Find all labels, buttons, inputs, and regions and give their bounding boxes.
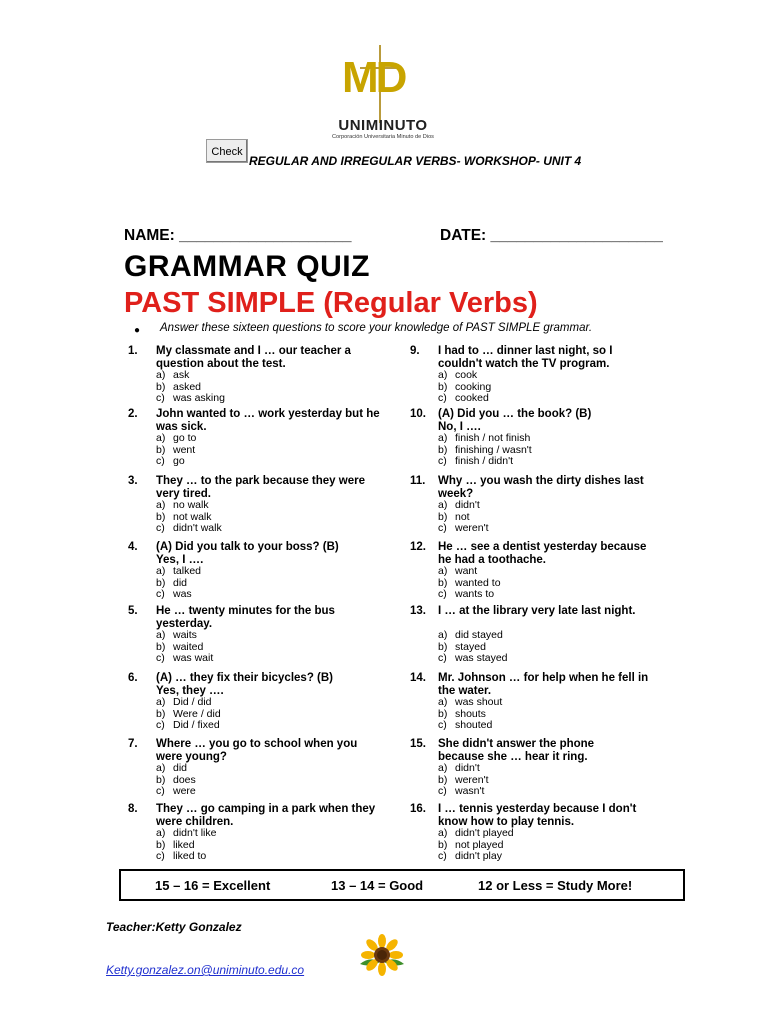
- option: b) liked: [156, 838, 195, 851]
- question-text: John wanted to … work yesterday but he was sick.: [156, 408, 380, 433]
- options-list: [156, 630, 386, 665]
- quiz-title: GRAMMAR QUIZ: [124, 250, 370, 283]
- option: c) was stayed: [438, 652, 508, 664]
- score-excellent: 15 – 16 = Excellent: [155, 878, 271, 893]
- options-list: [438, 630, 668, 665]
- question-text: He … twenty minutes for the bus yesterday.: [156, 605, 335, 630]
- option: a) waits: [156, 629, 197, 641]
- options-list: [438, 433, 668, 468]
- bullet-icon: ●: [134, 325, 141, 336]
- option: a) was shout: [438, 696, 503, 708]
- option: c) wants to: [438, 588, 495, 600]
- option: c) was wait: [156, 652, 214, 664]
- question-text: I … at the library very late last night.: [438, 605, 636, 617]
- option: a) ask: [156, 369, 190, 381]
- options-list: [156, 697, 386, 732]
- option: b) went: [156, 443, 196, 456]
- option: a) finish / not finish: [438, 432, 531, 444]
- logo-brand: UNIMINUTO: [338, 117, 428, 134]
- university-logo: [312, 45, 454, 143]
- option: a) talked: [156, 565, 202, 577]
- question-text: Where … you go to school when you were young?: [156, 738, 358, 763]
- question-number: 16.: [410, 803, 426, 815]
- option: b) asked: [156, 380, 202, 393]
- option: a) Did / did: [156, 696, 212, 708]
- name-field-line: NAME: ____________________: [124, 227, 352, 244]
- option: a) didn't like: [156, 827, 217, 839]
- option: b) does: [156, 773, 196, 786]
- option: c) finish / didn't: [438, 455, 514, 467]
- option: a) did: [156, 762, 188, 774]
- teacher-name: Teacher:Ketty Gonzalez: [106, 920, 242, 934]
- teacher-email-link[interactable]: Ketty.gonzalez.on@uniminuto.edu.co: [106, 963, 305, 977]
- question-number: 11.: [410, 475, 426, 487]
- question-text: I had to … dinner last night, so I couldn't watch the TV program.: [438, 345, 613, 370]
- question-text: My classmate and I … our teacher a question about the test.: [156, 345, 351, 370]
- option: b) stayed: [438, 640, 486, 653]
- options-list: [438, 828, 668, 863]
- question-number: 2.: [128, 408, 138, 420]
- check-button[interactable]: Check: [206, 139, 248, 163]
- question-text: Why … you wash the dirty dishes last week?: [438, 475, 644, 500]
- option: b) Were / did: [156, 707, 221, 720]
- option: c) were: [156, 785, 196, 797]
- option: c) Did / fixed: [156, 719, 220, 731]
- option: c) shouted: [438, 719, 493, 731]
- question-text: He … see a dentist yesterday because he had a toothache.: [438, 541, 647, 566]
- options-list: [156, 500, 386, 535]
- options-list: [156, 828, 386, 863]
- question-text: (A) Did you … the book? (B) No, I ….: [438, 408, 592, 433]
- question-text: She didn't answer the phone because she … hear it ring.: [438, 738, 595, 763]
- option: c) liked to: [156, 850, 207, 862]
- options-list: [438, 370, 668, 405]
- workshop-title: REGULAR AND IRREGULAR VERBS- WORKSHOP- UNIT 4: [249, 154, 582, 168]
- question-number: 8.: [128, 803, 138, 815]
- question-number: 12.: [410, 541, 426, 553]
- option: a) go to: [156, 432, 197, 444]
- question-number: 4.: [128, 541, 138, 553]
- option: c) didn't walk: [156, 522, 222, 534]
- option: b) finishing / wasn't: [438, 443, 532, 456]
- option: c) go: [156, 455, 185, 467]
- option: b) did: [156, 576, 188, 589]
- question-number: 1.: [128, 345, 138, 357]
- option: c) was asking: [156, 392, 225, 404]
- logo-subtitle: Corporación Universitaria Minuto de Dios: [332, 134, 434, 140]
- score-box: [119, 869, 685, 901]
- option: b) weren't: [438, 773, 489, 786]
- option: a) want: [438, 565, 478, 577]
- options-list: [156, 566, 386, 601]
- logo-mark: MD: [342, 53, 405, 102]
- date-field-line: DATE: ____________________: [440, 227, 663, 244]
- option: b) wanted to: [438, 576, 501, 589]
- option: c) weren't: [438, 522, 489, 534]
- question-number: 9.: [410, 345, 420, 357]
- option: a) didn't: [438, 762, 480, 774]
- score-study-more: 12 or Less = Study More!: [478, 878, 633, 893]
- option: b) not walk: [156, 510, 212, 523]
- quiz-subtitle: PAST SIMPLE (Regular Verbs): [124, 287, 538, 319]
- question-number: 7.: [128, 738, 138, 750]
- question-number: 15.: [410, 738, 426, 750]
- question-text: (A) Did you talk to your boss? (B) Yes, I ….: [156, 541, 339, 566]
- options-list: [438, 566, 668, 601]
- score-good: 13 – 14 = Good: [331, 878, 424, 893]
- option: b) not: [438, 510, 470, 523]
- question-text: They … to the park because they were very tired.: [156, 475, 365, 500]
- option: a) no walk: [156, 499, 209, 511]
- option: c) didn't play: [438, 850, 502, 862]
- option: a) didn't: [438, 499, 480, 511]
- options-list: [156, 763, 386, 798]
- option: a) didn't played: [438, 827, 514, 839]
- question-number: 14.: [410, 672, 426, 684]
- option: c) was: [156, 588, 192, 600]
- question-text: They … go camping in a park when they were children.: [156, 803, 376, 828]
- question-text: I … tennis yesterday because I don't know how to play tennis.: [438, 803, 637, 828]
- options-list: [156, 433, 386, 468]
- options-list: [438, 763, 668, 798]
- option: a) cook: [438, 369, 478, 381]
- options-list: [438, 697, 668, 732]
- option: a) did stayed: [438, 629, 503, 641]
- options-list: [156, 370, 386, 405]
- question-number: 6.: [128, 672, 138, 684]
- instructions: Answer these sixteen questions to score your knowledge of PAST SIMPLE grammar.: [160, 322, 593, 334]
- question-number: 10.: [410, 408, 426, 420]
- options-list: [438, 500, 668, 535]
- option: b) shouts: [438, 707, 486, 720]
- sunflower-icon: [356, 934, 408, 976]
- question-number: 3.: [128, 475, 138, 487]
- question-text: (A) … they fix their bicycles? (B) Yes, they ….: [156, 672, 334, 697]
- option: b) cooking: [438, 380, 492, 393]
- question-number: 13.: [410, 605, 426, 617]
- question-text: Mr. Johnson … for help when he fell in the water.: [438, 672, 649, 697]
- option: b) not played: [438, 838, 504, 851]
- option: c) cooked: [438, 392, 489, 404]
- option: b) waited: [156, 640, 204, 653]
- option: c) wasn't: [438, 785, 485, 797]
- question-number: 5.: [128, 605, 138, 617]
